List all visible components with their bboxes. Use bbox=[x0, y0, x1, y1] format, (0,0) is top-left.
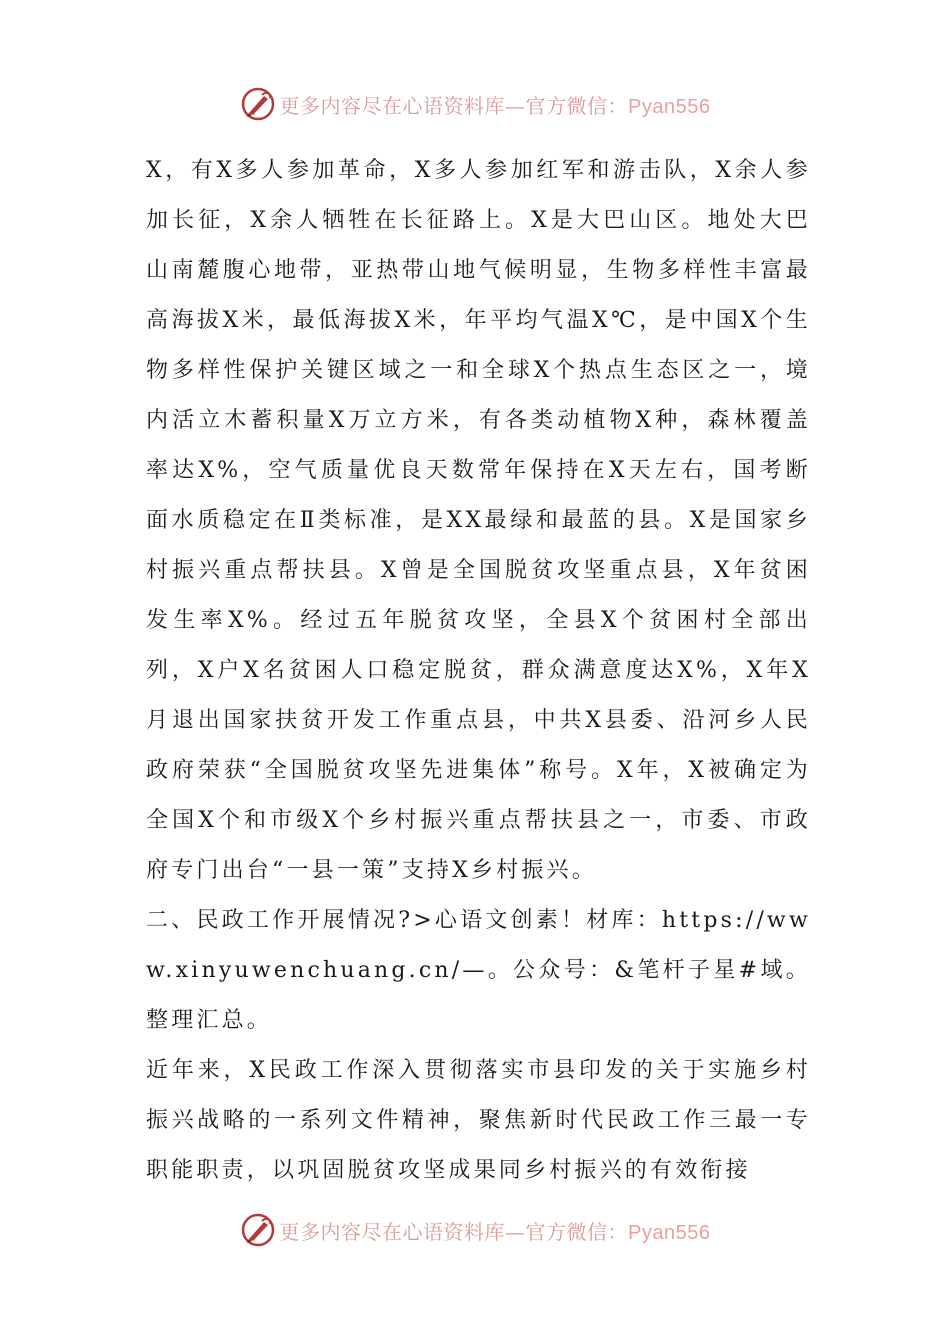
wechat-id: Pyan556 bbox=[628, 95, 711, 118]
paragraph-2: 二、民政工作开展情况?>心语文创素！材库：https://www.xinyuwenchuang.cn/—。公众号：&笔杆子星#域。整理汇总。 bbox=[146, 908, 811, 1033]
pen-logo-icon bbox=[240, 1212, 276, 1248]
header-watermark-banner bbox=[0, 84, 950, 124]
wechat-id: Pyan556 bbox=[628, 1221, 711, 1244]
paragraph-3: 近年来，X民政工作深入贯彻落实市县印发的关于实施乡村振兴战略的一系列文件精神，聚焦新时代民政工作三最一专职能职责，以巩固脱贫攻坚成果同乡村振兴的有效衔接 bbox=[146, 1058, 811, 1183]
paragraph-1: X，有X多人参加革命，X多人参加红军和游击队，X余人参加长征，X余人牺牲在长征路上。X是大巴山区。地处大巴山南麓腹心地带，亚热带山地气候明显，生物多样性丰富最高海拔X米，最低海拔X米，年平均气温X℃，是中国X个生物多样性保护关键区域之一和全球X个热点生态区之一，境内活立木蓄积量X万立方米，有各类动植物X种，森林覆盖率达X%，空气质量优良天数常年保持在X天左右，国考断面水质稳定在Ⅱ类标准，是XX最绿和最蓝的县。X是国家乡村振兴重点帮扶县。X曾是全国脱贫攻坚重点县，X年贫困发生率X%。经过五年脱贫攻坚，全县X个贫困村全部出列，X户X名贫困人口稳定脱贫，群众满意度达X%，X年X月退出国家扶贫开发工作重点县，中共X县委、沿河乡人民政府荣获“全国脱贫攻坚先进集体”称号。X年，X被确定为全国X个和市级X个乡村振兴重点帮扶县之一，市委、市政府专门出台“一县一策”支持X乡村振兴。 bbox=[146, 158, 811, 883]
banner-text: 更多内容尽在心语资料库—官方微信：Pyan556 bbox=[279, 93, 711, 118]
document-body bbox=[146, 146, 811, 1196]
pen-logo-icon bbox=[240, 86, 276, 122]
banner-text: 更多内容尽在心语资料库—官方微信：Pyan556 bbox=[279, 1219, 711, 1244]
footer-watermark-banner bbox=[0, 1210, 950, 1250]
